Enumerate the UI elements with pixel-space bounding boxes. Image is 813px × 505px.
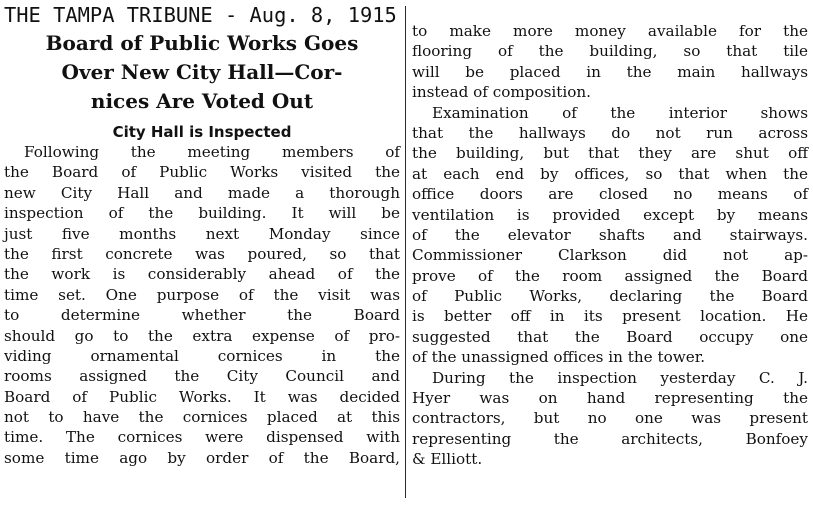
article-line: prove of the room assigned the Board [412, 266, 808, 285]
article-line: Following the meeting members of [24, 143, 400, 161]
left-column [4, 0, 400, 505]
article-line: just five months next Monday since [4, 224, 400, 243]
article-line: ventilation is provided except by means [412, 205, 808, 224]
article-line: of Public Works, declaring the Board [412, 287, 808, 306]
article-line: flooring of the building, so that tile [412, 42, 808, 61]
article-line: the first concrete was poured, so that [4, 244, 400, 263]
article-line: instead of composition. [412, 83, 592, 102]
article-line: is better off in its present location. He [412, 307, 808, 326]
headline-line: Over New City Hall—Cor- [61, 60, 343, 84]
article-line: Hyer was on hand representing the [412, 389, 808, 408]
article-line: & Elliott. [412, 450, 483, 469]
column-divider [405, 6, 406, 498]
article-line: Examination of the interior shows [432, 103, 808, 122]
article-line: of the elevator shafts and stairways. [412, 225, 808, 244]
article-line: new City Hall and made a thorough [4, 183, 400, 202]
article-line: Commissioner Clarkson did not ap- [412, 246, 808, 265]
article-line: representing the architects, Bonfoey [412, 429, 808, 448]
subhead: City Hall is Inspected [112, 123, 292, 141]
article-line: viding ornamental cornices in the [4, 346, 400, 365]
article-line: time set. One purpose of the visit was [4, 285, 400, 304]
headline-line: Board of Public Works Goes [45, 31, 359, 55]
article-line: of the unassigned offices in the tower. [412, 348, 706, 367]
article-line: should go to the extra expense of pro- [4, 326, 400, 345]
article-line: the Board of Public Works visited the [4, 163, 400, 182]
article-line: time. The cornices were dispensed with [4, 428, 400, 447]
article-line: to determine whether the Board [4, 306, 400, 325]
right-column-text [412, 21, 808, 470]
article-line: at each end by offices, so that when the [412, 164, 808, 183]
article-line: some time ago by order of the Board, [4, 448, 400, 467]
right-column [412, 0, 808, 505]
article-line: the work is considerably ahead of the [4, 265, 400, 284]
masthead: THE TAMPA TRIBUNE - Aug. 8, 1915 [4, 3, 397, 27]
headline [4, 29, 400, 116]
article-line: During the inspection yesterday C. J. [432, 368, 808, 387]
left-column-text [4, 142, 400, 468]
article-line: office doors are closed no means of [412, 185, 808, 204]
article-line: rooms assigned the City Council and [4, 367, 400, 386]
article-line: Board of Public Works. It was decided [4, 387, 400, 406]
article-line: that the hallways do not run across [412, 123, 808, 142]
article-line: to make more money available for the [412, 22, 808, 40]
article-line: will be placed in the main hallways [412, 62, 808, 81]
article-line: inspection of the building. It will be [4, 204, 400, 223]
article-line: the building, but that they are shut off [412, 144, 808, 163]
article-line: suggested that the Board occupy one [412, 327, 808, 346]
article-line: not to have the cornices placed at this [4, 408, 400, 427]
article-line: contractors, but no one was present [412, 409, 808, 428]
headline-line: nices Are Voted Out [90, 89, 314, 113]
